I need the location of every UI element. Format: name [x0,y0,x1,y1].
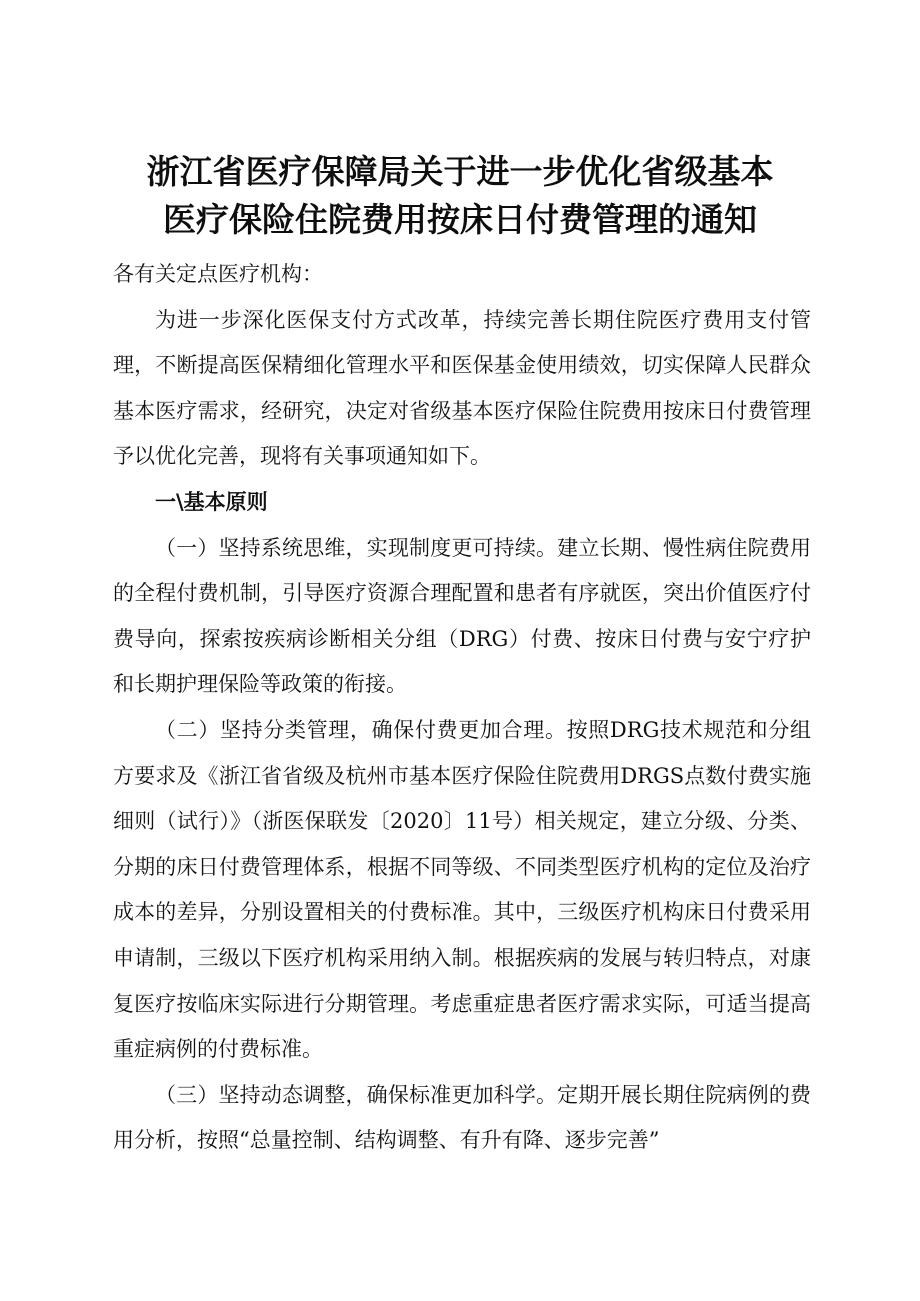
salutation: 各有关定点医疗机构： [113,262,323,286]
document-title-line-2: 医疗保险住院费用按床日付费管理的通知 [163,200,757,239]
section-heading-basic-principles: 一\基本原则 [155,490,268,514]
document-title-line-1: 浙江省医疗保障局关于进一步优化省级基本 [146,152,774,191]
principle-item-3: （三）坚持动态调整，确保标准更加科学。定期开展长期住院病例的费用分析，按照“总量控制、结构调整、有升有降、逐步完善” [113,1082,811,1153]
principle-item-2: （二）坚持分类管理，确保付费更加合理。按照DRG技术规范和分组方要求及《浙江省省级及杭州市基本医疗保险住院费用DRGS点数付费实施细则（试行）》（浙医保联发〔2020〕11号）相关规定，建立分级、分类、分期的床日付费管理体系，根据不同等级、不同类型医疗机构的定位及治疗成本的差异，分别设置相关的付费标准。其中，三级医疗机构床日付费采用申请制，三级以下医疗机构采用纳入制。根据疾病的发展与转归特点，对康复医疗按临床实际进行分期管理。考虑重症患者医疗需求实际，可适当提高重症病例的付费标准。 [113,718,811,1062]
principle-item-1: （一）坚持系统思维，实现制度更可持续。建立长期、慢性病住院费用的全程付费机制，引导医疗资源合理配置和患者有序就医，突出价值医疗付费导向，探索按疾病诊断相关分组（DRG）付费、按床日付费与安宁疗护和长期护理保险等政策的衔接。 [113,535,811,697]
intro-paragraph: 为进一步深化医保支付方式改革，持续完善长期住院医疗费用支付管理，不断提高医保精细化管理水平和医保基金使用绩效，切实保障人民群众基本医疗需求，经研究，决定对省级基本医疗保险住院费用按床日付费管理予以优化完善，现将有关事项通知如下。 [113,307,811,469]
